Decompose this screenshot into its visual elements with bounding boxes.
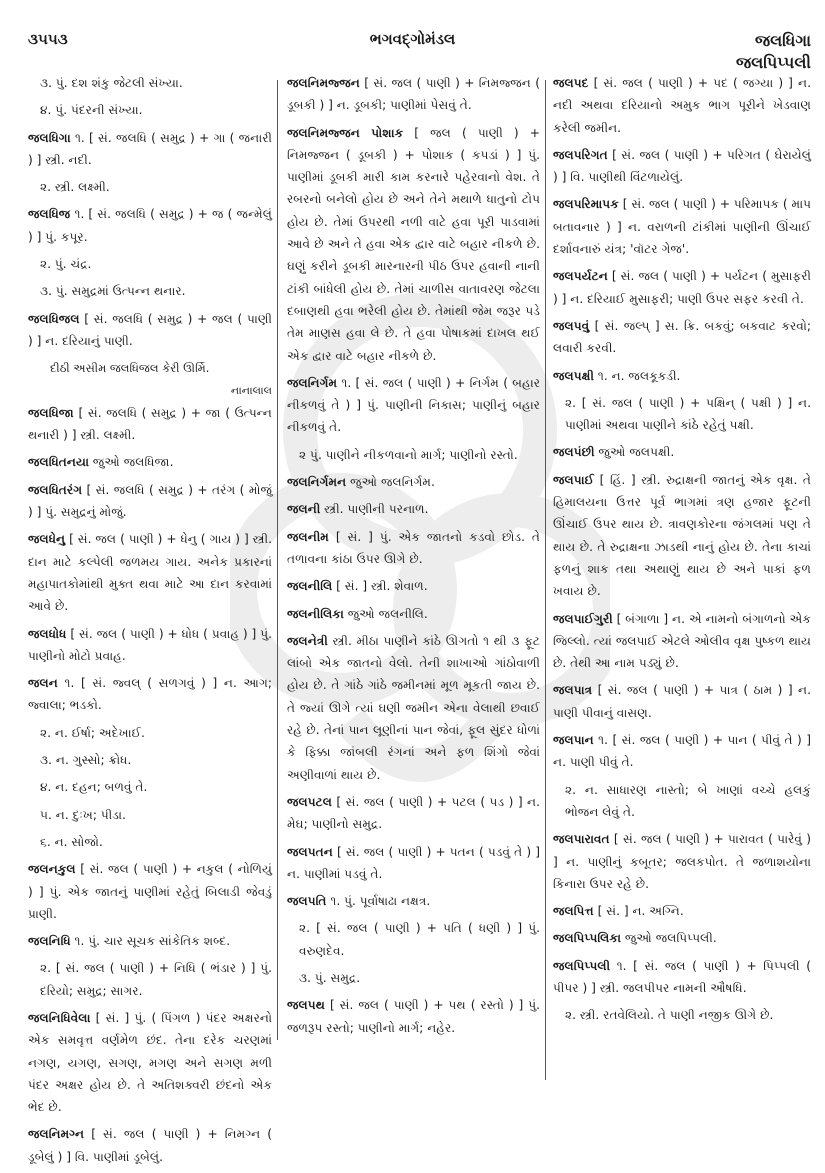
dictionary-sense xyxy=(40,176,272,198)
dictionary-entry xyxy=(28,1123,272,1168)
entry-headword: જલપટલ xyxy=(287,794,332,809)
entry-definition: [ સં. જલ ( પાણી ) + ધોધ ( પ્રવાહ ) ] પું. પાણીનો મોટો પ્રવાહ. xyxy=(28,626,272,663)
entry-headword: જલનીલિકા xyxy=(287,606,344,621)
page-number: ૩૫૫૩ xyxy=(28,30,68,48)
dictionary-entry xyxy=(287,791,540,836)
entry-definition: ૨. [ સં. જલ ( પાણી ) + પતિ ( ધણી ) ] પું. વરુણદેવ. xyxy=(299,921,540,958)
entry-definition: ૨. સ્ત્રી. લક્ષ્મી. xyxy=(40,180,110,195)
entry-headword: જલનિમજ્જન પોશાક xyxy=(287,125,404,140)
dictionary-entry xyxy=(28,672,272,717)
dictionary-entry xyxy=(28,451,272,473)
entry-definition: [ જલ ( પાણી ) + નિમજ્જન ( ડૂબકી ) + પોશાક ( કપડાં ) ] પું. પાણીમાં ડૂબકી મારી કામ કરનારે પહેરવાનો વેશ. તે રબરનો બનેલો હોય છે અને તેને મથાળે ધાતુનો ટોપ હોય છે. તેમાં ઉપરથી નળી વાટે હવા પૂરી પાડવામાં આવે છે અને તે હવા એક દ્વાર વાટે બહાર નીકળે છે. ઘણું કરીને ડૂબકી મારનારની પીઠ ઉપર હવાની નાની ટાંકી બાંધેલી હોય છે. તેમાં ચાળીસ વાતાવરણ જેટલા દબાણથી હવા ભરેલી હોય છે. તેમાંથી જેમ જરૂર પડે તેમ માણસ હવા લે છે. તે હવા પોષાકમાં દાખલ થઈ એક દ્વાર વાટે બહાર નીકળે છે. xyxy=(287,125,540,363)
column-1 xyxy=(28,72,272,1173)
entry-headword: જલપવું xyxy=(553,318,590,333)
entry-headword: જલધિજલ xyxy=(28,311,80,326)
dictionary-entry xyxy=(287,890,540,912)
entry-headword: જલધેનુ xyxy=(28,532,66,547)
entry-definition: ૧. [ સં. જલધિ ( સમુદ્ર ) + ગા ( જનારી ) ] સ્ત્રી. નદી. xyxy=(28,130,272,167)
entry-headword: જલધિતનયા xyxy=(28,455,89,470)
entry-definition: ૨. સ્ત્રી. રતવેલિયો. તે પાણી નજીક ઊગે છે. xyxy=(565,1008,774,1023)
dictionary-entry xyxy=(28,1007,272,1118)
entry-definition: ૨. ન. ઈર્ષા; અદેખાઈ. xyxy=(40,725,145,740)
entry-definition: ૨. [ સં. જલ ( પાણી ) + પક્ષિન્ ( પક્ષી ) ] ન. પાણીમાં અથવા પાણીને કાંઠે રહેતું પક્ષી. xyxy=(565,395,811,433)
dictionary-sense xyxy=(40,722,272,744)
dictionary-entry xyxy=(287,994,540,1039)
guide-words xyxy=(736,30,811,74)
entry-definition: [ સં. જલ ( પાણી ) + પદ ( જગ્યા ) ] ન. નદી અથવા દરિયાનો અમુક ભાગ પૂરીને ખેડવાણ કરેલી જમીન. xyxy=(553,76,811,135)
entry-definition: [ સં. જલ ( પાણી ) + પટલ ( પડ ) ] ન. મેઘ; પાણીનો સમુદ્ર. xyxy=(287,794,540,832)
entry-headword: જલધિજ xyxy=(28,207,71,222)
entry-definition: ૧. ન. જલકૂકડી. xyxy=(594,368,681,383)
entry-definition: ૩. પું. સમુદ્ર. xyxy=(299,970,361,985)
dictionary-sense xyxy=(40,776,272,798)
dictionary-entry xyxy=(553,955,811,1000)
dictionary-entry xyxy=(28,623,272,668)
entry-definition: ૧. પું. ચાર સૂચક સાંકેતિક શબ્દ. xyxy=(70,934,231,949)
dictionary-entry xyxy=(28,930,272,952)
entry-headword: જલધોધ xyxy=(28,626,67,641)
dictionary-entry xyxy=(553,365,811,387)
entry-headword: જલનકુલ xyxy=(28,862,76,877)
entry-definition: સ્ત્રી. મીઠા પાણીને કાંઠે ઊગતો ૧ થી ૩ ફૂટ લાંબો એક જાતનો વેલો. તેની શાખાઓ ગાંઠોવાળી હોય છે. તે ગાંઠે ગાંઠે જમીનમાં મૂળ મૂકતી જાય છે. તે જ્યાં ઊગે ત્યાં ઘણી જમીન એના વેલાથી છવાઈ રહે છે. તેનાં પાન લૂણીનાં પાન જેવાં, ફૂલ સુંદર ધોળાં કે ફિક્કા જાંબલી રંગનાં અને ફળ શિંગો જેવાં અણીવાળાં થાય છે. xyxy=(287,633,540,782)
page-header xyxy=(0,0,825,72)
dictionary-entry xyxy=(287,72,540,117)
dictionary-entry xyxy=(28,308,272,353)
dictionary-sense xyxy=(40,253,272,275)
entry-definition: [ સં. જલધિ ( સમુદ્ર ) + તરંગ ( મોજું ) ] પું. સમુદ્રનું મોજું. xyxy=(28,482,272,520)
dictionary-entry xyxy=(553,927,811,949)
entry-definition: ૨. પું. ચંદ્ર. xyxy=(40,257,92,272)
column-divider-left xyxy=(277,80,278,1040)
entry-headword: જલપતન xyxy=(287,844,333,859)
dictionary-entry xyxy=(287,630,540,786)
dictionary-entry xyxy=(287,575,540,597)
dictionary-sense xyxy=(299,917,540,962)
dictionary-entry xyxy=(287,498,540,520)
dictionary-entry xyxy=(28,127,272,172)
guide-word-first: જલધિગા xyxy=(754,31,811,50)
entry-headword: જલનીલિ xyxy=(287,579,333,594)
column-2 xyxy=(287,72,540,1044)
entry-headword: જલધિજા xyxy=(28,405,74,420)
entry-definition: ૫. ન. દુઃખ; પીડા. xyxy=(40,807,126,822)
entry-definition: [ સં. ] પું. ( પિંગળ ) પંદર અક્ષરનો એક સમવૃત્ત વર્ણમેળ છંદ. તેના દરેક ચરણમાં નગણ, યગણ, સગણ, મગણ અને સગણ મળી પંદર અક્ષર હોય છે. તે અતિશક્વરી છંદનો એક ભેદ છે. xyxy=(28,1010,272,1115)
dictionary-entry xyxy=(287,471,540,493)
dictionary-entry xyxy=(553,900,811,922)
dictionary-entry xyxy=(28,479,272,524)
entry-definition: ૧. [ સં. જલ ( પાણી ) + પાન ( પીવું તે ) ] ન. પાણી પીવું તે. xyxy=(553,733,811,770)
dictionary-entry xyxy=(553,72,811,139)
entry-definition: [ સં. જલ ( પાણી ) + નિમગ્ન ( ડૂબેલું ) ] વિ. પાણીમાં ડૂબેલું. xyxy=(28,1127,272,1164)
entry-definition: સ્ત્રી. પાણીની પરનાળ. xyxy=(320,502,429,517)
dictionary-entry xyxy=(553,828,811,895)
entry-definition: ૬. ન. સોજો. xyxy=(40,834,103,849)
entry-headword: જલની xyxy=(287,502,321,517)
entry-definition: [ સં. જલ ( પાણી ) + પરિમાપક ( માપ બતાવનાર ) ] ન. વરાળની ટાંકીમાં પાણીની ઊંચાઈ દર્શાવનારું યંત્ર; 'વૉટર ગેજ'. xyxy=(553,197,811,257)
running-title: ભગવદ્ગોમંડલ xyxy=(369,30,456,48)
dictionary-entry xyxy=(553,729,811,774)
entry-definition: ૨. [ સં. જલ ( પાણી ) + નિધિ ( ભંડાર ) ] પું. દરિયો; સમુદ્ર; સાગર. xyxy=(40,961,272,998)
dictionary-entry xyxy=(553,469,811,603)
entry-definition: જુઓ જલનિર્ગમ. xyxy=(346,475,435,490)
dictionary-entry xyxy=(287,841,540,886)
quotation-attribution: નાનાલાલ xyxy=(230,383,272,397)
entry-definition: [ હિં. ] સ્ત્રી. રુદ્રાક્ષની જાતનું એક વૃક્ષ. તે હિમાલયના ઉત્તર પૂર્વ ભાગમાં ત્રણ હજાર ફૂટની ઊંચાઈ ઉપર થાય છે. ત્રાવણકોરના જંગલમાં પણ તે થાય છે. તે રુદ્રાક્ષના ઝાડથી નાનું હોય છે. તેના કાચાં ફળનું શાક તથા અથાણું થાય છે અને પાકાં ફળ ખવાય છે. xyxy=(553,472,811,599)
entry-headword: જલનેત્રી xyxy=(287,633,328,648)
entry-definition: [ સં. ] સ્ત્રી. શેવાળ. xyxy=(332,579,428,594)
entry-definition: [ સં. જલ ( પાણી ) + પથ ( રસ્તો ) ] પું. જળરૂપ રસ્તો; પાણીનો માર્ગ; નહેર. xyxy=(287,998,540,1035)
dictionary-sense xyxy=(40,831,272,853)
entry-headword: જલપથ xyxy=(287,998,326,1013)
entry-definition: જુઓ જલપિપ્પલી. xyxy=(620,931,717,946)
dictionary-entry xyxy=(287,526,540,571)
dictionary-entry xyxy=(287,372,540,439)
dictionary-entry xyxy=(553,193,811,260)
entry-definition: ૩. પું. દશ શંકુ જેટલી સંખ્યા. xyxy=(40,76,183,90)
entry-headword: જલનિર્ગમ xyxy=(287,375,338,390)
entry-definition: [ સં. જલધિ ( સમુદ્ર ) + જા ( ઉત્પન્ન થનારી ) ] સ્ત્રી. લક્ષ્મી. xyxy=(28,405,272,443)
dictionary-entry xyxy=(553,679,811,724)
dictionary-sense xyxy=(40,72,272,94)
dictionary-entry xyxy=(553,608,811,675)
entry-headword: જલધિગા xyxy=(28,130,71,145)
dictionary-sense xyxy=(40,280,272,302)
entry-quotation: દીઠી અસીમ જલધિજલ કેરી ઊર્મિ. xyxy=(50,361,210,376)
entry-definition: [ સં. ] પું. એક જાતનો કડવો છોડ. તે તળાવના કાંઠા ઉપર ઊગે છે. xyxy=(287,529,540,566)
entry-headword: જલનીમ xyxy=(287,529,329,544)
entry-definition: ૧. પું. પૂર્વાષાઢા નક્ષત્ર. xyxy=(326,894,431,909)
dictionary-sense xyxy=(299,967,540,989)
entry-definition: ૧. [ સં. જલધિ ( સમુદ્ર ) + જ ( જન્મેલું ) ] પું. કપૂર. xyxy=(28,207,272,244)
entry-definition: [ સં. જલ ( પાણી ) + ધેનુ ( ગાય ) ] સ્ત્રી. દાન માટે કલ્પેલી જળમય ગાય. અનેક પ્રકારનાં મહાપાતકોમાંથી મુક્ત થવા માટે આ દાન કરવામાં આવે છે. xyxy=(28,532,272,614)
dictionary-entry xyxy=(553,144,811,189)
dictionary-sense xyxy=(565,1004,811,1026)
dictionary-sense xyxy=(40,957,272,1002)
entry-definition: [ સં. જલ ( પાણી ) + પતન ( પડવું તે ) ] ન. પાણીમાં પડવું તે. xyxy=(287,844,540,881)
column-3 xyxy=(553,72,811,1032)
entry-headword: જલપતિ xyxy=(287,894,327,909)
dictionary-entry xyxy=(28,528,272,617)
column-divider-right xyxy=(545,80,546,1080)
entry-headword: જલન xyxy=(28,676,58,691)
entry-definition: ૪. ન. દહન; બળવું તે. xyxy=(40,780,148,795)
entry-headword: જલપરિમાપક xyxy=(553,197,619,212)
guide-word-last: જલપિપ્પલી xyxy=(736,53,811,72)
entry-definition: [ સં. જલ ( પાણી ) + પારાવત ( પારેવું ) ] ન. પાણીનું કબૂતર; જલકપોત. તે જળાશયોના કિનારા ઉપર રહે છે. xyxy=(553,832,811,891)
entry-headword: જલધિતરંગ xyxy=(28,482,83,497)
entry-headword: જલનિમજ્જન xyxy=(287,76,360,90)
entry-headword: જલપર્યટન xyxy=(553,269,608,284)
dictionary-entry xyxy=(553,441,811,463)
entry-definition: ૪. પું. પંદરની સંખ્યા. xyxy=(40,103,143,118)
dictionary-entry xyxy=(28,858,272,925)
dictionary-sense xyxy=(40,99,272,121)
dictionary-sense xyxy=(565,392,811,437)
dictionary-entry xyxy=(28,203,272,248)
entry-definition: ૧. [ સં. જલ ( પાણી ) + પિપ્પલી ( પીપર ) ] સ્ત્રી. જલપીપર નામની ઔષધિ. xyxy=(553,958,811,995)
entry-definition: [ સં. જલ્પ્ ] સ. ક્રિ. બકવું; બકવાટ કરવો; લવારી કરવી. xyxy=(553,318,811,356)
entry-definition: ૩. ન. ગુસ્સો; ક્રોધ. xyxy=(40,753,132,768)
entry-headword: જલનિર્ગમન xyxy=(287,475,347,490)
dictionary-sense xyxy=(299,444,540,466)
dictionary-sense xyxy=(565,779,811,824)
entry-definition: જુઓ જલનીલિ. xyxy=(343,606,428,621)
dictionary-sense xyxy=(40,749,272,771)
entry-headword: જલપાત્ર xyxy=(553,683,593,698)
dictionary-entry xyxy=(28,402,272,447)
entry-definition: [ સં. જલ ( પાણી ) + નકુલ ( નોળિયું ) ] પું. એક જાતનું પાણીમાં રહેતું બિલાડી જેવડું પ્રાણી. xyxy=(28,862,272,921)
entry-headword: જલપિપ્પલી xyxy=(553,958,611,973)
entry-headword: જલપાઈ xyxy=(553,472,595,487)
entry-definition: [ સં. જલ ( પાણી ) + પાત્ર ( ઠામ ) ] ન. પાણી પીવાનું વાસણ. xyxy=(553,683,811,720)
entry-definition: ૩. પું. સમુદ્રમાં ઉત્પન્ન થનાર. xyxy=(40,284,186,299)
entry-headword: જલપાઈગુરી xyxy=(553,611,613,626)
entry-headword: જલનિમગ્ન xyxy=(28,1127,85,1142)
entry-definition: જુઓ જલપક્ષી. xyxy=(594,445,675,460)
entry-definition: જુઓ જલધિજા. xyxy=(88,455,174,470)
entry-definition: [ સં. જલ ( પાણી ) + પર્યટન ( મુસાફરી ) ] ન. દરિયાઈ મુસાફરી; પાણી ઉપર સફર કરવી તે. xyxy=(553,269,811,306)
entry-definition: ૨. ન. સાધારણ નાસ્તો; બે ખાણાં વચ્ચે હલકું ભોજન લેવું તે. xyxy=(565,782,811,819)
entry-definition: [ બંગાળા ] ન. એ નામનો બંગાળનો એક જિલ્લો. ત્યાં જલપાઈ એટલે ઓલીવ વૃક્ષ પુષ્કળ થાય છે. તેથી આ નામ પડ્યું છે. xyxy=(553,611,811,671)
entry-definition: ૧. [ સં. જ્વલ્ ( સળગવું ) ] ન. આગ; જ્વાલા; ભડકો. xyxy=(28,676,272,713)
dictionary-entry xyxy=(553,265,811,310)
entry-definition: [ સં. ] ન. અગ્નિ. xyxy=(593,904,684,919)
entry-definition: [ સં. જલ ( પાણી ) + નિમજ્જન ( ડૂબકી ) ] ન. ડૂબકી; પાણીમાં પેસવું તે. xyxy=(287,76,540,113)
entry-headword: જલપક્ષી xyxy=(553,368,594,383)
dictionary-entry xyxy=(287,603,540,625)
entry-headword: જલપદ xyxy=(553,76,589,90)
entry-headword: જલપંછી xyxy=(553,445,595,460)
entry-definition: [ સં. જલધિ ( સમુદ્ર ) + જલ ( પાણી ) ] ન. દરિયાનું પાણી. xyxy=(28,311,272,348)
dictionary-entry xyxy=(287,122,540,367)
entry-headword: જલપિપ્પલિકા xyxy=(553,931,621,946)
entry-headword: જલપિત્ત xyxy=(553,904,594,919)
dictionary-sense xyxy=(40,804,272,826)
entry-headword: જલપારાવત xyxy=(553,832,610,847)
entry-headword: જલપરિગત xyxy=(553,147,608,162)
entry-definition: ૨ પું. પાણીને નીકળવાનો માર્ગ; પાણીનો રસ્તો. xyxy=(299,447,518,462)
entry-definition: ૧. [ સં. જલ ( પાણી ) + નિર્ગમ ( બહાર નીકળવું તે ) ] પું. પાણીની નિકાસ; પાણીનું બહાર નીકળવું તે. xyxy=(287,375,540,435)
dictionary-entry xyxy=(553,315,811,360)
entry-headword: જલપાન xyxy=(553,733,594,748)
entry-headword: જલનિધિ xyxy=(28,934,71,949)
entry-definition: [ સં. જલ ( પાણી ) + પરિગત ( ઘેરાયેલું ) ] વિ. પાણીથી વિંટળાયેલું. xyxy=(553,147,811,185)
entry-headword: જલનિધિવેલા xyxy=(28,1010,91,1025)
